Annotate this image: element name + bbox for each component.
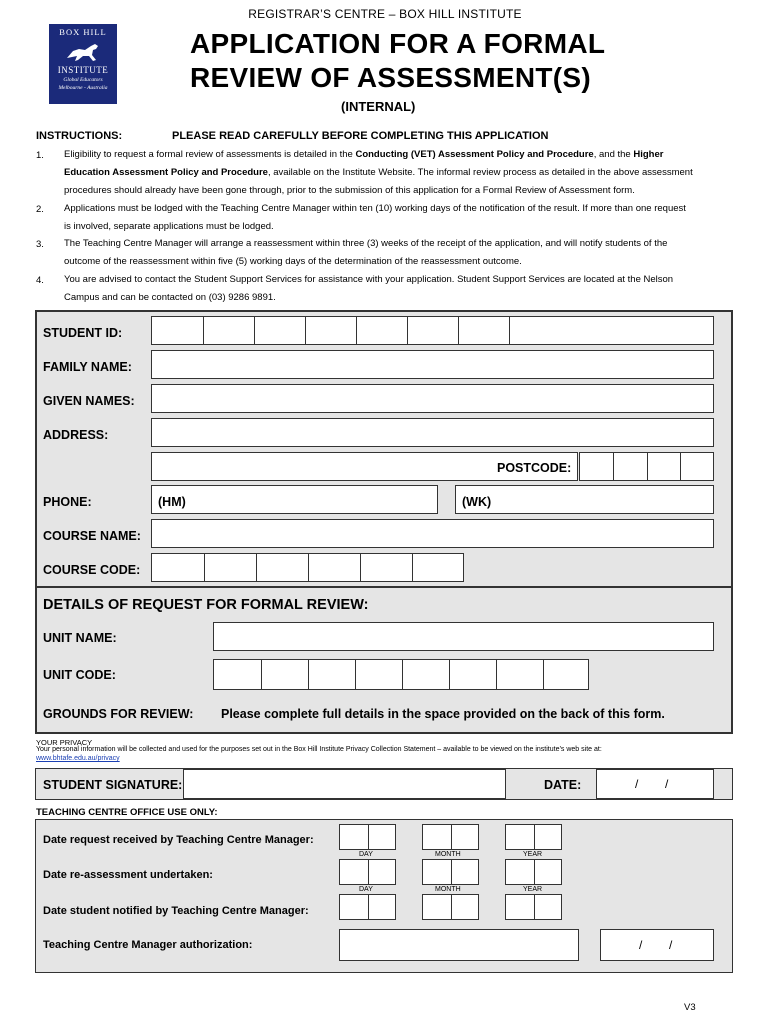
signature-label: STUDENT SIGNATURE: [43,778,183,792]
unit-name-field[interactable] [213,622,714,651]
instruction-item-3 [64,235,734,271]
digit-divider [449,660,450,689]
logo-line-3: Global Educators [63,77,103,83]
registrar-heading: REGISTRAR’S CENTRE – BOX HILL INSTITUTE [248,7,522,21]
digit-divider [368,860,369,884]
digit-divider [451,825,452,849]
unit-code-field[interactable] [213,659,589,690]
instruction-number: 4. [36,275,44,286]
digit-divider [204,554,205,581]
phone-home-field[interactable] [151,485,438,514]
review-section-title: DETAILS OF REQUEST FOR FORMAL REVIEW: [43,597,369,613]
instruction-text: procedures should already have been gone through, prior to the submission of this application for a Formal Review of Assessment form. [64,184,635,196]
digit-divider [534,895,535,919]
authorization-signature-field[interactable] [339,929,579,961]
digit-divider [203,317,204,344]
date-separators: / / [635,777,669,791]
notified-year-field[interactable] [505,894,562,920]
course-name-field[interactable] [151,519,714,548]
box-hill-logo [49,24,117,104]
reassessment-year-field[interactable] [505,859,562,885]
instruction-text: Applications must be lodged with the Teaching Centre Manager within ten (10) working days of the notification of the result. If more than one request [64,203,686,214]
given-names-label: GIVEN NAMES: [43,394,135,408]
authorization-date-field[interactable] [600,929,714,961]
privacy-heading: YOUR PRIVACY [36,738,93,747]
course-name-label: COURSE NAME: [43,529,141,543]
instruction-text: , available on the Institute Website. The informal review process as detailed in the above assessment [267,166,693,178]
unit-name-label: UNIT NAME: [43,631,117,645]
instruction-item-1 [64,146,734,199]
privacy-link[interactable]: www.bhtafe.edu.au/privacy [36,755,120,762]
digit-divider [360,554,361,581]
date-received-label: Date request received by Teaching Centre Manager: [43,834,314,846]
unit-code-label: UNIT CODE: [43,668,116,682]
instructions-heading: INSTRUCTIONS: [36,130,123,142]
form-title-line-1: APPLICATION FOR A FORMAL [190,28,606,59]
date-label: DATE: [544,778,582,792]
version-label: V3 [684,1002,696,1013]
digit-divider [647,453,648,480]
instruction-text: The Teaching Centre Manager will arrange a reassessment within three (3) weeks of the receipt of the application, and will notify students of the [64,238,668,249]
phone-work-field[interactable] [455,485,714,514]
received-month-field[interactable] [422,824,479,850]
digit-divider [451,860,452,884]
grounds-label: GROUNDS FOR REVIEW: [43,707,194,721]
instruction-text: , and the [593,149,634,160]
digit-divider [613,453,614,480]
form-title-line-2: REVIEW OF ASSESSMENT(S) [190,62,592,93]
day-caption: DAY [359,851,373,858]
day-caption: DAY [359,886,373,893]
received-year-field[interactable] [505,824,562,850]
instruction-text: Eligibility to request a formal review of assessments is detailed in the [64,149,356,160]
phone-label: PHONE: [43,495,92,509]
grounds-note: Please complete full details in the space provided on the back of this form. [221,707,665,721]
postcode-field[interactable] [579,452,714,481]
digit-divider [368,895,369,919]
instruction-bold: Higher [633,149,664,160]
instruction-text: You are advised to contact the Student Support Services for assistance with your application. Student Support Services are located at the Nelson [64,274,674,285]
digit-divider [308,554,309,581]
instructions-note: PLEASE READ CAREFULLY BEFORE COMPLETING THIS APPLICATION [172,130,549,142]
digit-divider [308,660,309,689]
digit-divider [261,660,262,689]
instruction-bold: Conducting (VET) Assessment Policy and Procedure [355,149,594,160]
month-caption: MONTH [435,886,461,893]
year-caption: YEAR [523,886,543,893]
postcode-label: POSTCODE: [497,461,572,475]
instruction-number: 2. [36,204,44,215]
digit-divider [402,660,403,689]
digit-divider [680,453,681,480]
logo-line-2: INSTITUTE [57,65,109,75]
instruction-bold: Education Assessment Policy and Procedure [64,166,268,178]
year-caption: YEAR [523,851,543,858]
digit-divider [368,825,369,849]
instruction-text: outcome of the reassessment within five (5) working days of the determination of the reassessment outcome. [64,255,522,267]
notified-day-field[interactable] [339,894,396,920]
phone-work-label: (WK) [462,495,492,509]
digit-divider [534,825,535,849]
received-day-field[interactable] [339,824,396,850]
digit-divider [407,317,408,344]
digit-divider [496,660,497,689]
digit-divider [356,317,357,344]
signature-date-field[interactable] [596,769,714,799]
digit-divider [534,860,535,884]
digit-divider [451,895,452,919]
instruction-number: 3. [36,239,44,250]
instruction-number: 1. [36,150,44,161]
digit-divider [543,660,544,689]
instruction-text: Campus and can be contacted on (03) 9286 9891. [64,291,276,303]
digit-divider [355,660,356,689]
course-code-field[interactable] [151,553,464,582]
reassessment-month-field[interactable] [422,859,479,885]
date-notified-label: Date student notified by Teaching Centre Manager: [43,905,309,917]
instruction-item-2 [64,200,734,236]
digit-divider [509,317,510,344]
date-separators: / / [639,938,673,952]
digit-divider [412,554,413,581]
signature-field[interactable] [183,769,506,799]
month-caption: MONTH [435,851,461,858]
form-subtitle: (INTERNAL) [341,99,416,114]
family-name-label: FAMILY NAME: [43,360,132,374]
digit-divider [256,554,257,581]
reassessment-day-field[interactable] [339,859,396,885]
course-code-label: COURSE CODE: [43,563,141,577]
address-field-line-1[interactable] [151,418,714,447]
instruction-item-4 [64,271,734,307]
instruction-text: is involved, separate applications must be lodged. [64,220,274,232]
address-label: ADDRESS: [43,428,109,442]
notified-month-field[interactable] [422,894,479,920]
digit-divider [254,317,255,344]
given-names-field[interactable] [151,384,714,413]
phone-home-label: (HM) [158,495,186,509]
horse-icon [63,40,103,64]
privacy-text: Your personal information will be collected and used for the purposes set out in the Box Hill Institute Privacy Collection Statement – available to be viewed on the institute’s web site at: [36,746,602,753]
digit-divider [305,317,306,344]
authorization-label: Teaching Centre Manager authorization: [43,939,253,951]
date-reassessment-label: Date re-assessment undertaken: [43,869,213,881]
family-name-field[interactable] [151,350,714,379]
student-id-field[interactable] [151,316,714,345]
student-id-label: STUDENT ID: [43,326,123,340]
office-use-heading: TEACHING CENTRE OFFICE USE ONLY: [36,807,218,818]
logo-line-4: Melbourne - Australia [58,85,108,91]
logo-line-1: BOX HILL [59,27,107,37]
digit-divider [458,317,459,344]
